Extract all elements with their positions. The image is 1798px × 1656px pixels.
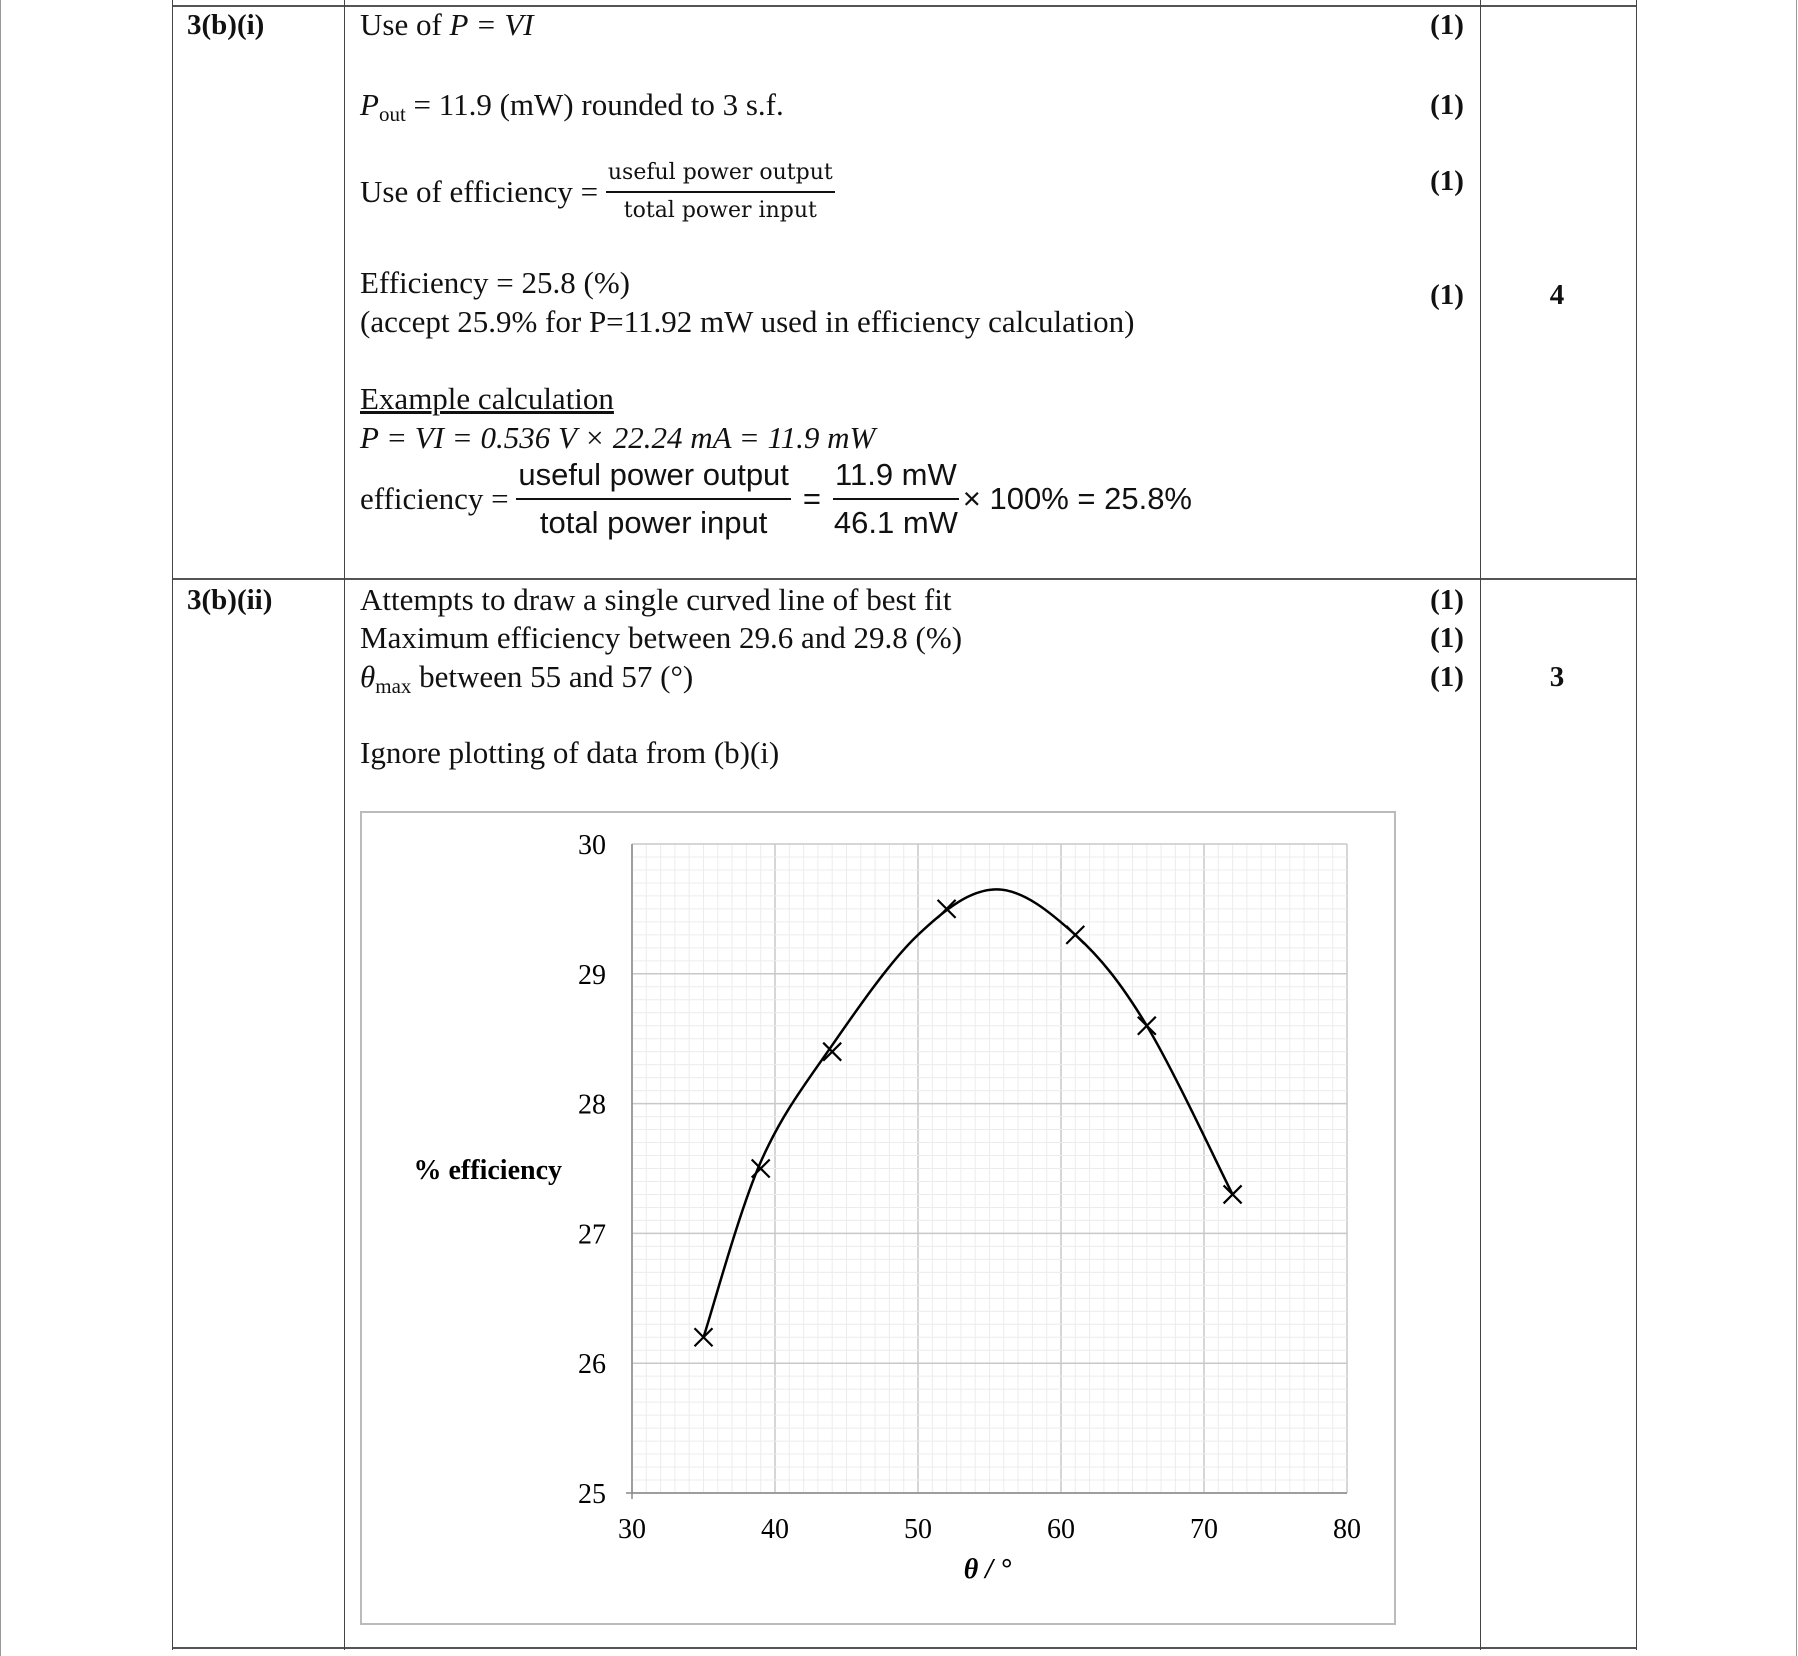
total-marks: 3 xyxy=(1549,661,1565,693)
text: Use of xyxy=(360,7,450,42)
example-heading: Example calculation xyxy=(360,381,614,416)
mark-point-4: Efficiency = 25.8 (%) xyxy=(360,265,630,300)
total-marks: 4 xyxy=(1549,279,1565,311)
question-label: 3(b)(ii) xyxy=(187,584,273,616)
text: = 11.9 (mW) rounded to 3 s.f. xyxy=(405,87,784,122)
mark: (1) xyxy=(1430,89,1464,121)
numerator: useful power output xyxy=(516,455,791,500)
y-tick-label: 25 xyxy=(578,1479,606,1510)
mark-point-2: Maximum efficiency between 29.6 and 29.8 (%) xyxy=(360,620,963,655)
denominator: 46.1 mW xyxy=(833,505,958,540)
x-tick-label: 30 xyxy=(618,1514,646,1545)
denominator: total power input xyxy=(539,505,768,540)
mark: (1) xyxy=(1430,279,1464,311)
text: × 100% = 25.8% xyxy=(962,481,1192,516)
mark: (1) xyxy=(1430,9,1464,41)
question-label: 3(b)(i) xyxy=(187,9,265,41)
text: efficiency = xyxy=(360,481,509,516)
ignore-note: Ignore plotting of data from (b)(i) xyxy=(360,735,780,770)
mark-point-1: Attempts to draw a single curved line of best fit xyxy=(360,582,952,617)
denominator: total power input xyxy=(623,198,817,223)
best-fit-curve xyxy=(704,889,1233,1337)
text: between 55 and 57 (°) xyxy=(411,659,694,694)
mark: (1) xyxy=(1430,661,1464,693)
equals: = xyxy=(802,481,822,516)
x-tick-label: 80 xyxy=(1333,1514,1361,1545)
symbol: P xyxy=(360,87,379,122)
x-tick-label: 50 xyxy=(904,1514,932,1545)
y-tick-label: 28 xyxy=(578,1089,606,1121)
accept-note: (accept 25.9% for P=11.92 mW used in efficiency calculation) xyxy=(360,304,1135,339)
subscript: max xyxy=(375,674,412,698)
mark: (1) xyxy=(1430,584,1464,616)
y-tick-label: 27 xyxy=(578,1219,606,1251)
example-power: P = VI = 0.536 V × 22.24 mA = 11.9 mW xyxy=(360,420,876,455)
numerator: 11.9 mW xyxy=(833,455,959,500)
subscript: out xyxy=(378,102,406,126)
formula: P = VI xyxy=(449,7,534,42)
x-axis-label: θ / ° xyxy=(963,1554,1012,1585)
numerator: useful power output xyxy=(606,158,835,193)
y-axis-label: % efficiency xyxy=(413,1155,562,1186)
symbol: θ xyxy=(360,659,376,694)
x-tick-label: 40 xyxy=(761,1514,789,1545)
y-tick-label: 29 xyxy=(578,959,606,991)
y-tick-label: 30 xyxy=(578,830,606,861)
mark: (1) xyxy=(1430,165,1464,197)
x-tick-label: 70 xyxy=(1190,1514,1218,1545)
mark: (1) xyxy=(1430,622,1464,654)
y-tick-label: 26 xyxy=(578,1349,606,1381)
x-tick-label: 60 xyxy=(1047,1514,1075,1545)
text: Use of efficiency = xyxy=(360,174,599,209)
